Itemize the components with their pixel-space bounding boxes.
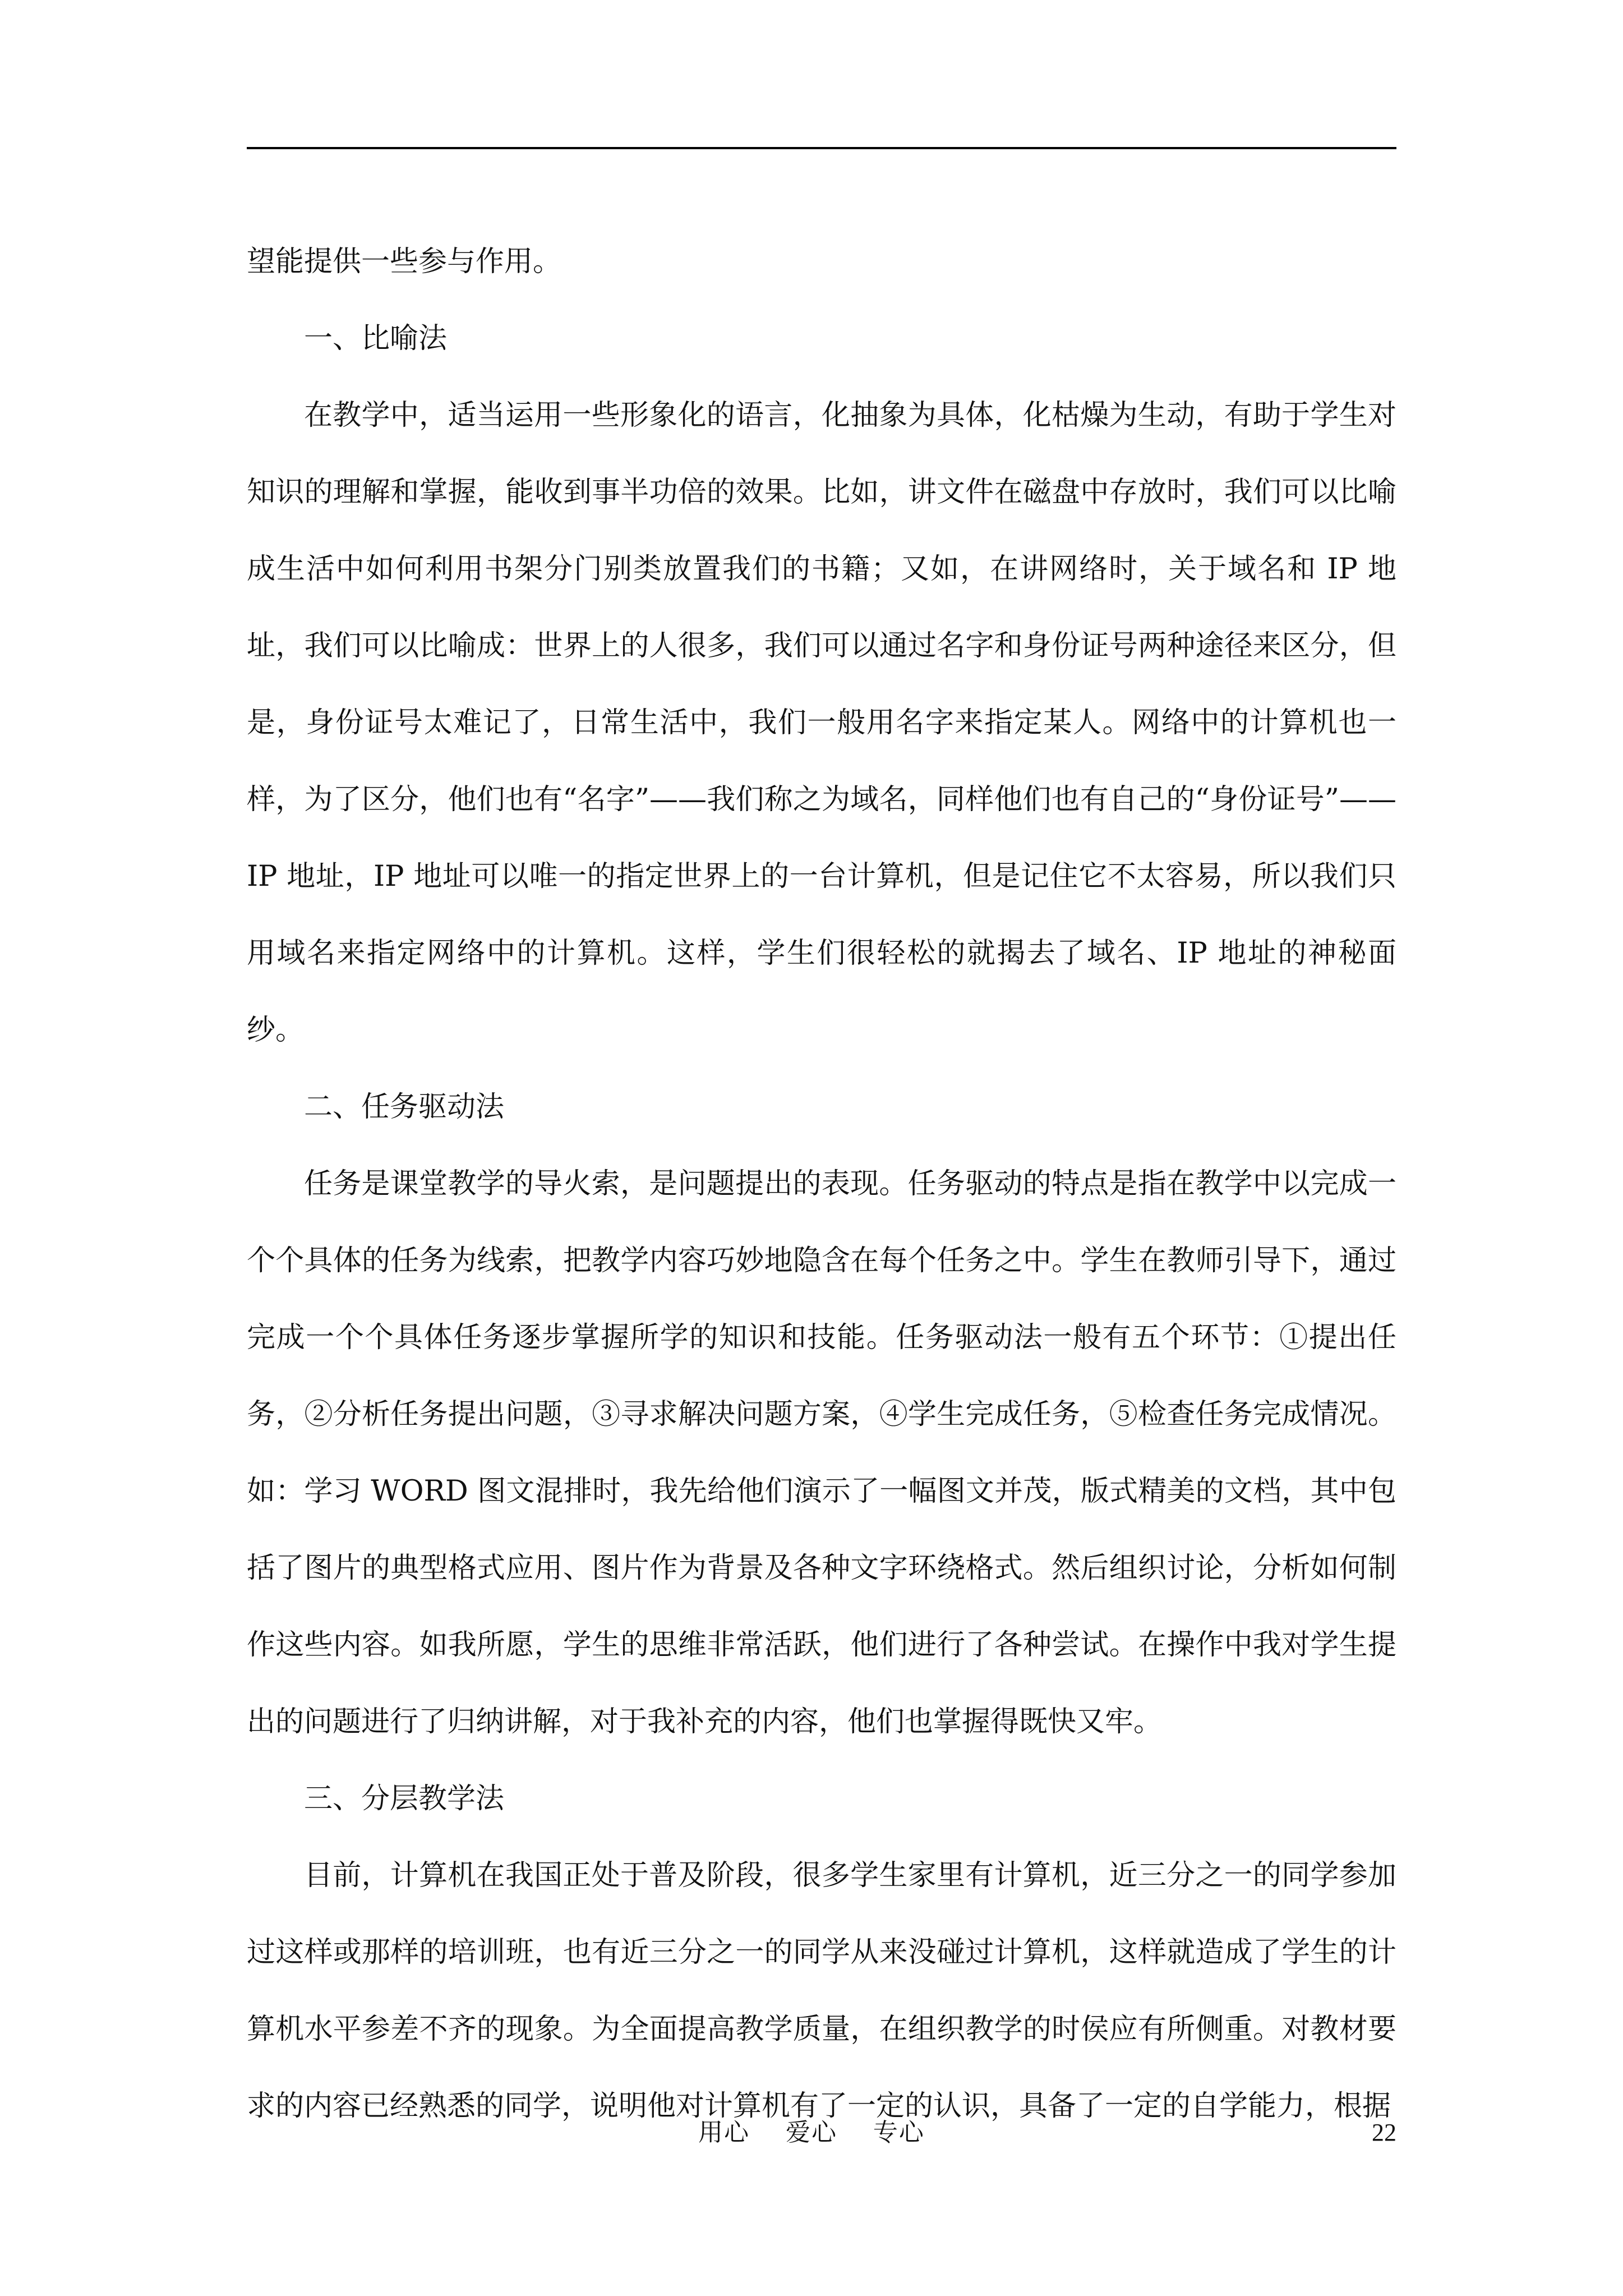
paragraph-continuation: 望能提供一些参与作用。 (247, 245, 562, 278)
section-heading-metaphor: 一、比喻法 (304, 322, 448, 355)
header-rule (247, 147, 1396, 149)
paragraph-layered-teaching: 目前，计算机在我国正处于普及阶段，很多学生家里有计算机，近三分之一的同学参加过这样或那样的培训班，也有近三分之一的同学从来没碰过计算机，这样就造成了学生的计算机水平参差不齐的现象。为全面提高教学质量，在组织教学的时侯应有所侧重。对教材要求的内容已经熟悉的同学，说明他对计算机有了一定的认识，具备了一定的自学能力，根据 (247, 1859, 1396, 2123)
footer-motto: 用心 爱心 专心 (698, 2118, 925, 2147)
document-body (247, 223, 1396, 2145)
section-heading-task-driven: 二、任务驱动法 (304, 1091, 505, 1124)
paragraph-metaphor: 在教学中，适当运用一些形象化的语言，化抽象为具体，化枯燥为生动，有助于学生对知识的理解和掌握，能收到事半功倍的效果。比如，讲文件在磁盘中存放时，我们可以比喻成生活中如何利用书架分门别类放置我们的书籍；又如，在讲网络时，关于域名和 IP 地址，我们可以比喻成：世界上的人很多，我们可以通过名字和身份证号两种途径来区分，但是，身份证号太难记了，日常生活中，我们一般用名字来指定某人。网络中的计算机也一样，为了区分，他们也有“名字”——我们称之为域名，同样他们也有自己的“身份证号”——IP 地址，IP 地址可以唯一的指定世界上的一台计算机，但是记住它不太容易，所以我们只用域名来指定网络中的计算机。这样，学生们很轻松的就揭去了域名、IP 地址的神秘面纱。 (247, 399, 1396, 1047)
section-heading-layered-teaching: 三、分层教学法 (304, 1782, 505, 1815)
paragraph-task-driven: 任务是课堂教学的导火索，是问题提出的表现。任务驱动的特点是指在教学中以完成一个个具体的任务为线索，把教学内容巧妙地隐含在每个任务之中。学生在教师引导下，通过完成一个个具体任务逐步掌握所学的知识和技能。任务驱动法一般有五个环节：①提出任务，②分析任务提出问题，③寻求解决问题方案，④学生完成任务，⑤检查任务完成情况。如：学习 WORD 图文混排时，我先给他们演示了一幅图文并茂，版式精美的文档，其中包括了图片的典型格式应用、图片作为背景及各种文字环绕格式。然后组织讨论，分析如何制作这些内容。如我所愿，学生的思维非常活跃，他们进行了各种尝试。在操作中我对学生提出的问题进行了归纳讲解，对于我补充的内容，他们也掌握得既快又牢。 (247, 1167, 1396, 1738)
page-number: 22 (1372, 2119, 1396, 2146)
